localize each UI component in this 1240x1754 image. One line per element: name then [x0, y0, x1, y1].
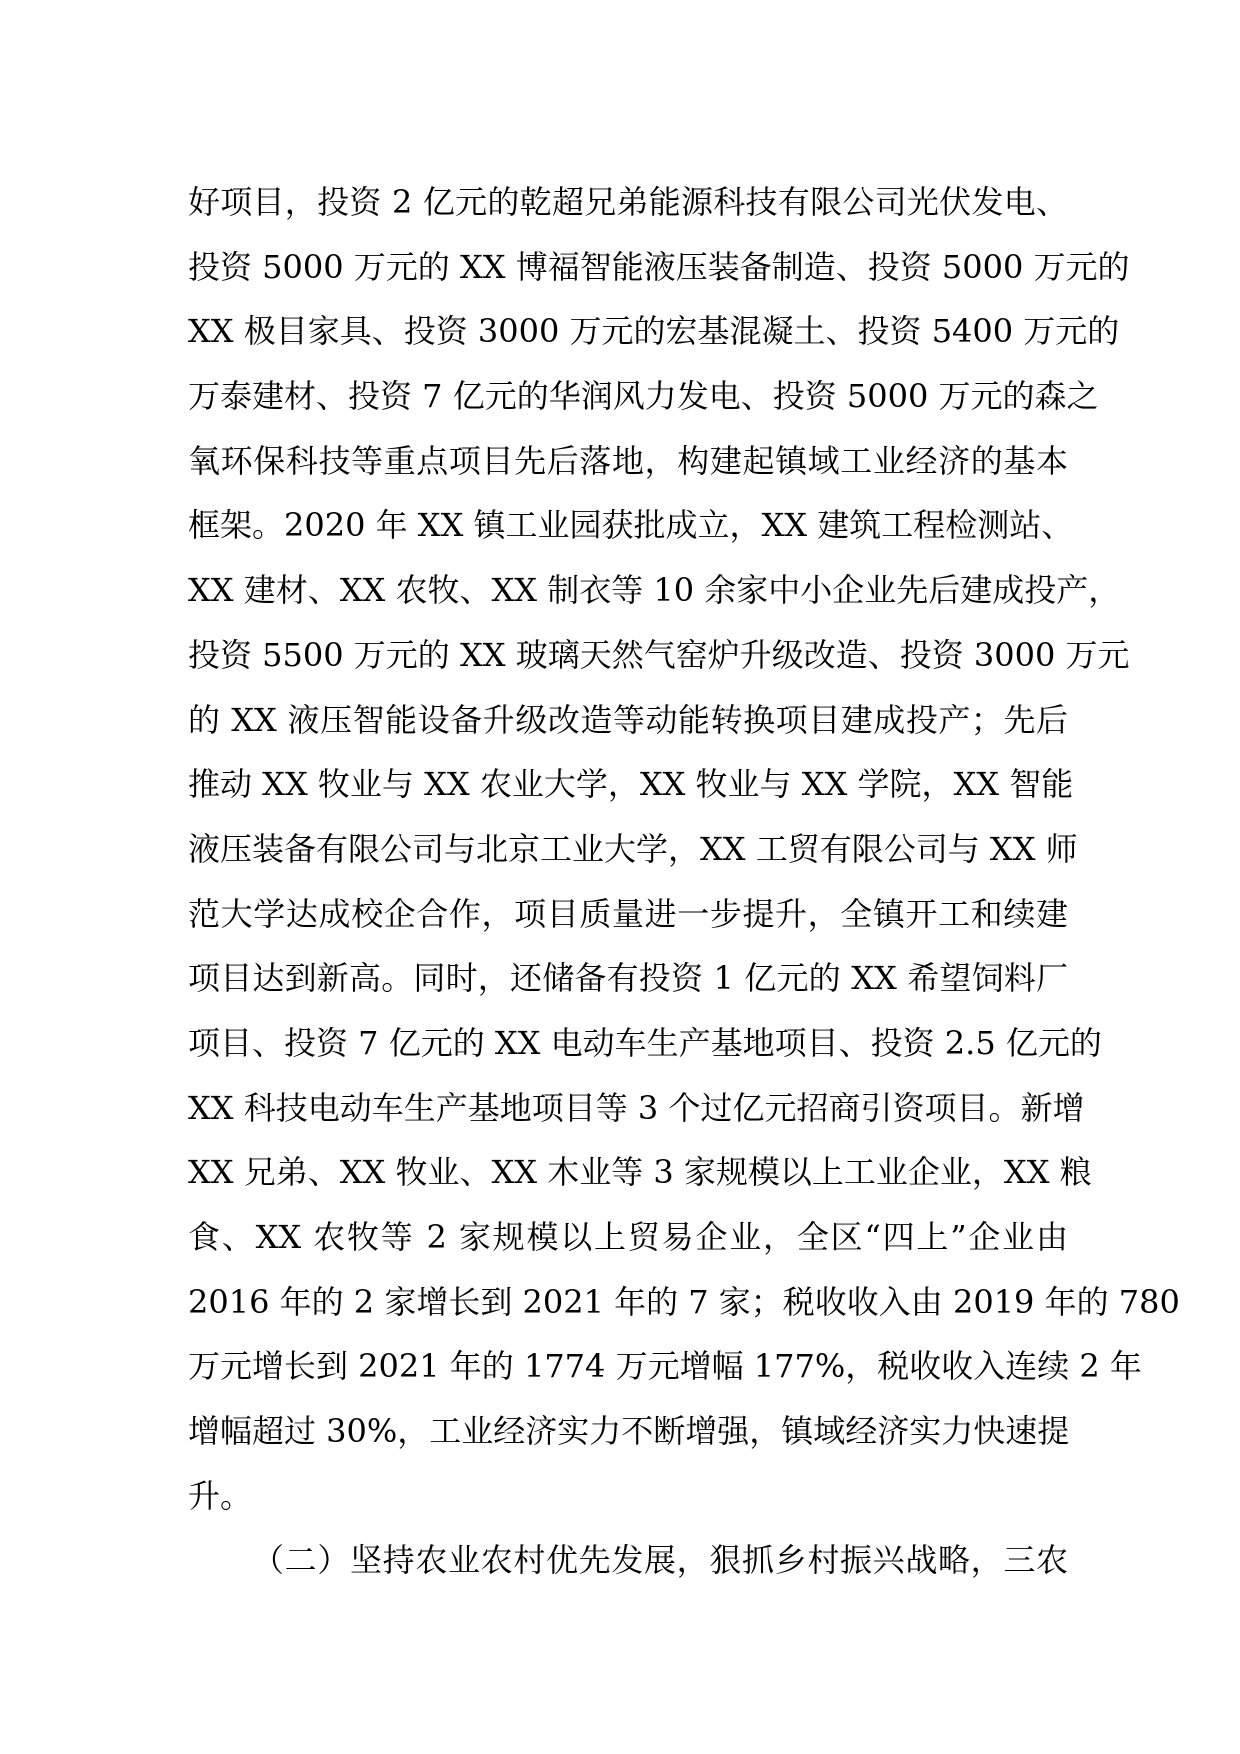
text-line: XX 极目家具、投资 3000 万元的宏基混凝土、投资 5400 万元的 [188, 312, 1120, 351]
text-line: 万泰建材、投资 7 亿元的华润风力发电、投资 5000 万元的森之 [188, 377, 1099, 416]
text-line: 2016 年的 2 家增长到 2021 年的 7 家；税收收入由 2019 年的 780 [188, 1282, 1180, 1321]
paragraph-1 [188, 170, 1180, 1528]
paragraph-2 [188, 1528, 1068, 1593]
text-line: 推动 XX 牧业与 XX 农业大学，XX 牧业与 XX 学院，XX 智能 [188, 765, 1074, 804]
text-line: 液压装备有限公司与北京工业大学，XX 工贸有限公司与 XX 师 [188, 829, 1078, 868]
section-heading-line: （二）坚持农业农村优先发展，狠抓乡村振兴战略，三农 [252, 1541, 1068, 1580]
text-line: 框架。2020 年 XX 镇工业园获批成立，XX 建筑工程检测站、 [188, 506, 1074, 545]
text-line: 投资 5500 万元的 XX 玻璃天然气窑炉升级改造、投资 3000 万元 [188, 635, 1130, 674]
text-line: 增幅超过 30%，工业经济实力不断增强，镇域经济实力快速提 [188, 1412, 1070, 1451]
body-text [188, 170, 1180, 1593]
text-line: 的 XX 液压智能设备升级改造等动能转换项目建成投产；先后 [188, 700, 1068, 739]
text-line: XX 建材、XX 农牧、XX 制衣等 10 余家中小企业先后建成投产， [188, 571, 1121, 610]
text-line: 项目达到新高。同时，还储备有投资 1 亿元的 XX 希望饲料厂 [188, 959, 1068, 998]
text-line: XX 科技电动车生产基地项目等 3 个过亿元招商引资项目。新增 [188, 1088, 1085, 1127]
text-line: 升。 [188, 1476, 253, 1515]
text-line: 范大学达成校企合作，项目质量进一步提升，全镇开工和续建 [188, 894, 1068, 933]
text-line: 好项目，投资 2 亿元的乾超兄弟能源科技有限公司光伏发电、 [188, 183, 1068, 221]
text-line: 投资 5000 万元的 XX 博福智能液压装备制造、投资 5000 万元的 [188, 247, 1130, 286]
text-line: 氧环保科技等重点项目先后落地，构建起镇域工业经济的基本 [188, 441, 1068, 480]
text-line: 项目、投资 7 亿元的 XX 电动车生产基地项目、投资 2.5 亿元的 [188, 1023, 1102, 1062]
text-line: XX 兄弟、XX 牧业、XX 木业等 3 家规模以上工业企业，XX 粮 [188, 1153, 1092, 1192]
text-line: 万元增长到 2021 年的 1774 万元增幅 177%，税收收入连续 2 年 [188, 1347, 1142, 1386]
text-line: 食、XX 农牧等 2 家规模以上贸易企业，全区“四上”企业由 [188, 1218, 1068, 1256]
